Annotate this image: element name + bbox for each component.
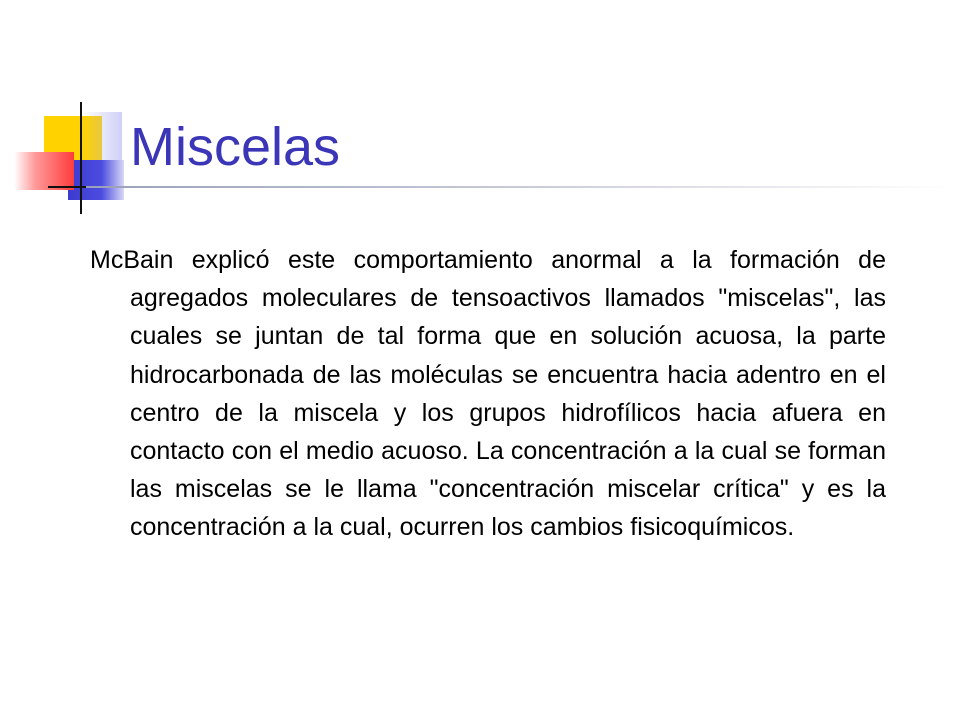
- ornament-vertical-line: [80, 102, 82, 214]
- ornament-blue-fade: [82, 112, 122, 162]
- title-underline: [86, 186, 950, 188]
- slide-title: Miscelas: [130, 117, 341, 177]
- ornament-blue-square: [68, 160, 124, 200]
- slide-body-text: McBain explicó este comportamiento anormal a la formación de agregados moleculares de tensoactivos llamados "miscelas", las cuales se juntan de tal forma que en solución acuosa, la parte hidrocarbonada de las moléculas se encuentra hacia adentro en el centro de la miscela y los grupos hidrofílicos hacia afuera en contacto con el medio acuoso. La concentración a la cual se forman las miscelas se le llama "concentración miscelar crítica" y es la concentración a la cual, ocurren los cambios fisicoquímicos.: [90, 246, 886, 542]
- ornament-red-bar: [14, 152, 74, 190]
- corner-ornament: [0, 0, 140, 230]
